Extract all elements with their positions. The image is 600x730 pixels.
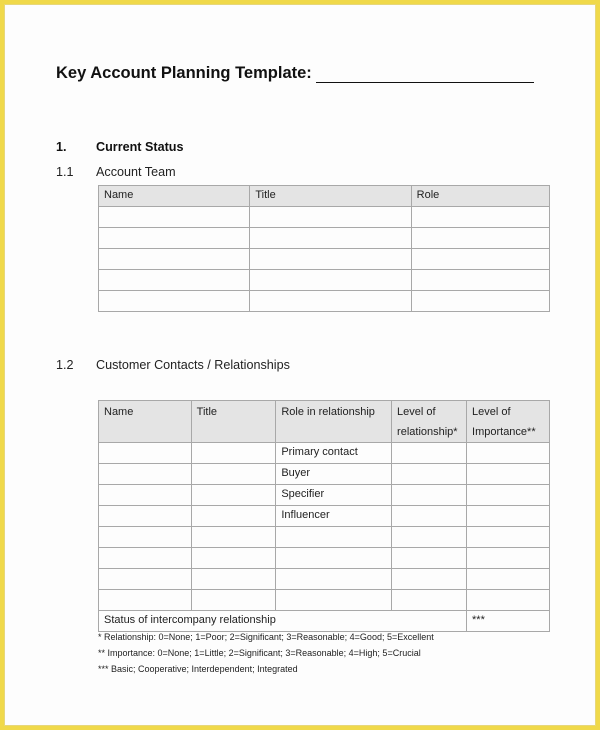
document-page (4, 4, 596, 726)
status-row (99, 611, 550, 632)
table-row (99, 548, 550, 569)
table-cell[interactable] (191, 464, 276, 485)
table-row (99, 443, 550, 464)
table-row (99, 207, 550, 228)
table-row (99, 228, 550, 249)
table-cell[interactable] (392, 527, 467, 548)
table-cell[interactable] (191, 506, 276, 527)
header-cell: Role (411, 186, 549, 207)
table-cell[interactable] (99, 443, 192, 464)
table-cell[interactable] (392, 506, 467, 527)
table-cell[interactable] (467, 527, 550, 548)
table-cell[interactable] (276, 527, 392, 548)
table-cell[interactable] (99, 464, 192, 485)
header-cell: Name (99, 401, 192, 443)
table-cell[interactable] (392, 485, 467, 506)
table-cell[interactable] (99, 548, 192, 569)
header-cell: Title (250, 186, 411, 207)
footnote-status: *** Basic; Cooperative; Interdependent; Integrated (98, 664, 298, 674)
table-cell[interactable] (467, 443, 550, 464)
table-cell[interactable] (99, 590, 192, 611)
table-cell[interactable] (191, 569, 276, 590)
table-cell[interactable] (191, 527, 276, 548)
table-cell[interactable] (250, 207, 411, 228)
table-cell[interactable] (250, 291, 411, 312)
table-cell[interactable] (276, 548, 392, 569)
customer-contacts-table (98, 400, 550, 632)
table-cell[interactable] (276, 569, 392, 590)
table-row (99, 569, 550, 590)
header-cell: Role in relationship (276, 401, 392, 443)
table-cell[interactable] (99, 207, 250, 228)
table-row (99, 291, 550, 312)
section-title: Current Status (96, 140, 184, 154)
section-1-heading (56, 140, 183, 154)
table-cell[interactable]: Influencer (276, 506, 392, 527)
section-number: 1. (56, 140, 67, 154)
table-cell[interactable] (99, 506, 192, 527)
subsection-title: Customer Contacts / Relationships (96, 358, 290, 372)
subsection-number: 1.1 (56, 165, 74, 179)
header-cell: Level of relationship* (392, 401, 467, 443)
table-row (99, 506, 550, 527)
subsection-1-1-heading (56, 165, 176, 179)
table-cell[interactable] (467, 464, 550, 485)
table-header-row (99, 186, 550, 207)
table-cell[interactable] (250, 249, 411, 270)
table-cell[interactable] (467, 569, 550, 590)
table-cell[interactable] (191, 590, 276, 611)
table-cell[interactable] (99, 249, 250, 270)
table-header-row (99, 401, 550, 443)
table-cell[interactable] (99, 569, 192, 590)
table-cell[interactable]: Specifier (276, 485, 392, 506)
table-row (99, 485, 550, 506)
document-title-text: Key Account Planning Template: (56, 64, 312, 82)
table-cell[interactable] (392, 443, 467, 464)
table-cell[interactable] (411, 228, 549, 249)
table-cell[interactable] (411, 270, 549, 291)
table-cell[interactable] (411, 291, 549, 312)
table-cell[interactable] (392, 569, 467, 590)
table-cell[interactable] (392, 464, 467, 485)
table-cell[interactable]: Primary contact (276, 443, 392, 464)
header-cell: Title (191, 401, 276, 443)
footnote-importance: ** Importance: 0=None; 1=Little; 2=Significant; 3=Reasonable; 4=High; 5=Crucial (98, 648, 421, 658)
header-cell: Level of Importance** (467, 401, 550, 443)
subsection-title: Account Team (96, 165, 176, 179)
table-cell[interactable] (276, 590, 392, 611)
account-team-table (98, 185, 550, 312)
footnote-relationship: * Relationship: 0=None; 1=Poor; 2=Significant; 3=Reasonable; 4=Good; 5=Excellent (98, 632, 434, 642)
table-row (99, 464, 550, 485)
table-row (99, 249, 550, 270)
table-cell[interactable] (392, 590, 467, 611)
table-cell[interactable] (467, 548, 550, 569)
table-cell[interactable] (99, 270, 250, 291)
table-row (99, 527, 550, 548)
table-cell[interactable] (411, 207, 549, 228)
table-cell[interactable]: Buyer (276, 464, 392, 485)
table-cell[interactable] (411, 249, 549, 270)
table-cell[interactable] (250, 270, 411, 291)
title-blank-line (316, 67, 534, 83)
table-cell[interactable] (99, 291, 250, 312)
table-cell[interactable] (191, 548, 276, 569)
table-cell[interactable] (392, 548, 467, 569)
table-cell[interactable] (99, 485, 192, 506)
table-cell[interactable] (99, 228, 250, 249)
table-row (99, 590, 550, 611)
table-cell[interactable] (467, 506, 550, 527)
table-cell[interactable] (467, 590, 550, 611)
table-cell[interactable] (191, 443, 276, 464)
table-cell[interactable] (467, 485, 550, 506)
table-cell[interactable] (250, 228, 411, 249)
subsection-1-2-heading (56, 358, 290, 372)
table-cell[interactable] (191, 485, 276, 506)
document-title (56, 64, 534, 83)
header-cell: Name (99, 186, 250, 207)
table-cell[interactable] (99, 527, 192, 548)
subsection-number: 1.2 (56, 358, 74, 372)
status-label-cell: Status of intercompany relationship (99, 611, 467, 632)
table-row (99, 270, 550, 291)
status-value-cell[interactable]: *** (467, 611, 550, 632)
